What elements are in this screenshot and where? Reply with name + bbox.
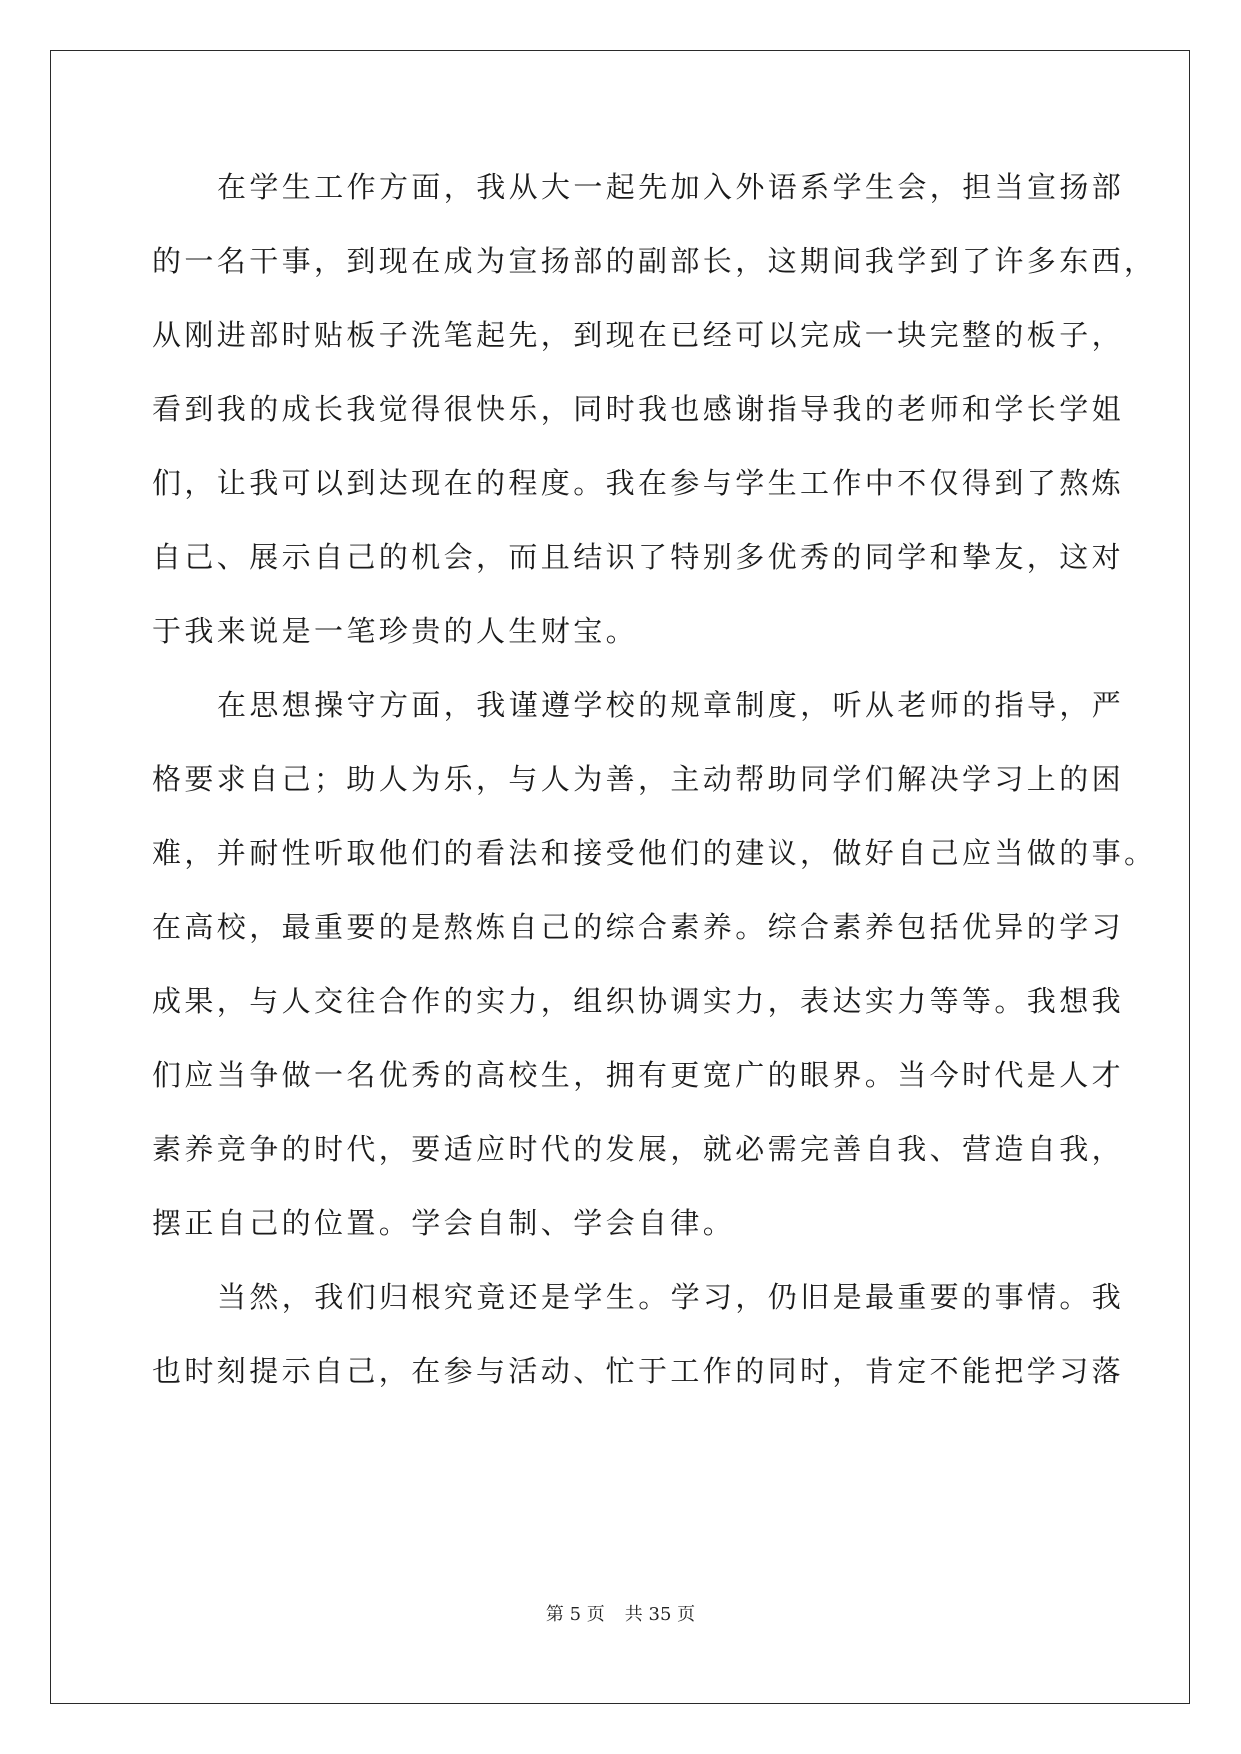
text-line: 也时刻提示自己，在参与活动、忙于工作的同时，肯定不能把学习落 <box>152 1354 1125 1388</box>
text-line: 在思想操守方面，我谨遵学校的规章制度，听从老师的指导，严 <box>217 688 1125 722</box>
text-line: 的一名干事，到现在成为宣扬部的副部长，这期间我学到了许多东西， <box>152 244 1157 278</box>
text-line: 素养竞争的时代，要适应时代的发展，就必需完善自我、营造自我， <box>152 1132 1125 1166</box>
text-line: 从刚进部时贴板子洗笔起先，到现在已经可以完成一块完整的板子， <box>152 318 1125 352</box>
document-body <box>152 160 1157 1418</box>
page-footer <box>0 1600 1241 1626</box>
text-line: 难，并耐性听取他们的看法和接受他们的建议，做好自己应当做的事。 <box>152 836 1157 870</box>
text-line: 们应当争做一名优秀的高校生，拥有更宽广的眼界。当今时代是人才 <box>152 1058 1125 1092</box>
text-line: 们，让我可以到达现在的程度。我在参与学生工作中不仅得到了熬炼 <box>152 466 1125 500</box>
text-line: 格要求自己；助人为乐，与人为善，主动帮助同学们解决学习上的困 <box>152 762 1125 796</box>
text-line: 成果，与人交往合作的实力，组织协调实力，表达实力等等。我想我 <box>152 984 1125 1018</box>
text-line: 在高校，最重要的是熬炼自己的综合素养。综合素养包括优异的学习 <box>152 910 1125 944</box>
text-line: 当然，我们归根究竟还是学生。学习，仍旧是最重要的事情。我 <box>217 1280 1125 1314</box>
text-line: 在学生工作方面，我从大一起先加入外语系学生会，担当宣扬部 <box>217 170 1125 204</box>
text-line: 于我来说是一笔珍贵的人生财宝。 <box>152 614 639 648</box>
text-line: 摆正自己的位置。学会自制、学会自律。 <box>152 1206 736 1240</box>
page-total: 共 35 页 <box>624 1604 696 1625</box>
page-number: 第 5 页 <box>545 1604 605 1625</box>
text-line: 自己、展示自己的机会，而且结识了特别多优秀的同学和挚友，这对 <box>152 540 1125 574</box>
text-line: 看到我的成长我觉得很快乐，同时我也感谢指导我的老师和学长学姐 <box>152 392 1125 426</box>
